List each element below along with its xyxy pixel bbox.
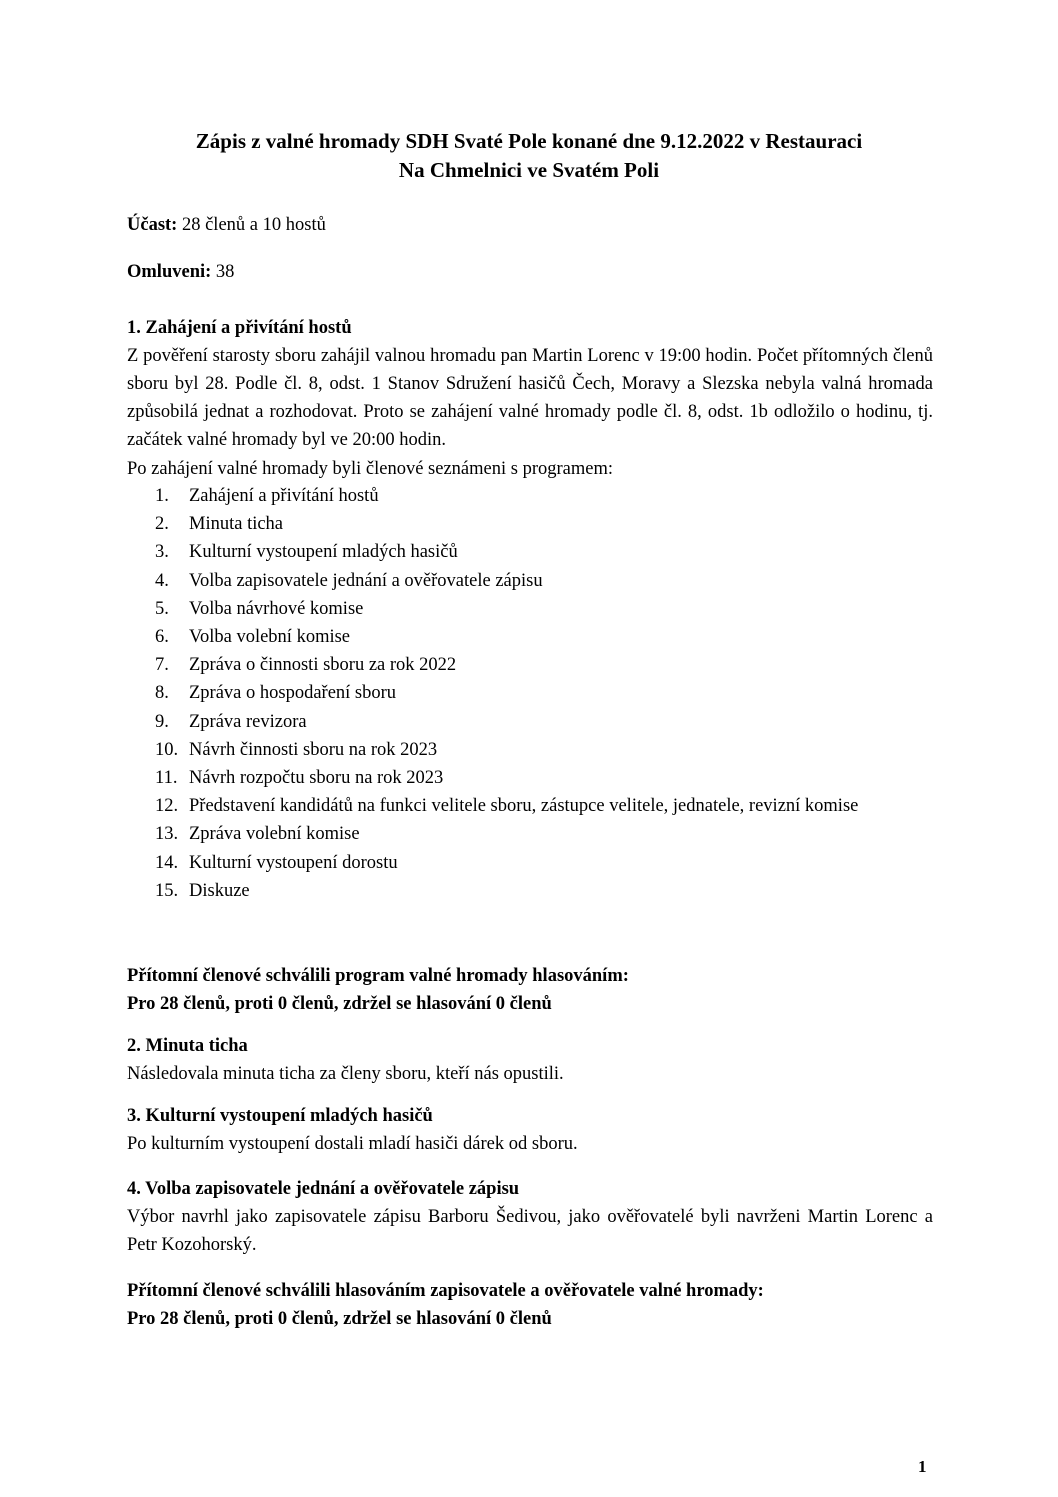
list-item-number: 4. [155,570,169,591]
list-item-number: 11. [155,768,178,789]
list-item [155,651,933,679]
list-item-text: Minuta ticha [189,514,284,535]
list-item-number: 6. [155,627,169,648]
list-item-number: 3. [155,542,169,563]
list-item-text: Návrh činnosti sboru na rok 2023 [189,739,438,760]
list-item-number: 13. [155,824,179,845]
list-item-text: Představení kandidátů na funkci velitele sboru, zástupce velitele, jednatele, revizní komise [189,796,859,817]
list-item-text: Volba zapisovatele jednání a ověřovatele zápisu [189,570,543,591]
title-line-2: Na Chmelnici ve Svatém Poli [398,158,660,182]
list-item-text: Zahájení a přivítání hostů [189,486,379,506]
list-item-text: Kulturní vystoupení dorostu [189,852,398,873]
attendance-label: Účast: [127,215,178,235]
list-item [155,764,933,792]
section-1 [127,314,933,454]
list-item-number: 10. [155,739,179,760]
section-4 [127,1175,933,1259]
section-3 [127,1102,933,1158]
list-item [155,736,933,764]
list-item-text: Zpráva o činnosti sboru za rok 2022 [189,655,457,676]
list-item-number: 12. [155,796,179,817]
list-item-number: 15. [155,880,179,901]
list-item-number: 5. [155,598,169,619]
vote-result-1 [127,962,933,1018]
list-item [155,538,933,566]
list-item [155,792,933,820]
list-item-text: Zpráva o hospodaření sboru [189,683,397,704]
attendance-value: 28 členů a 10 hostů [177,215,326,235]
vote-1-statement: Přítomní členové schválili program valné hromady hlasováním: [127,966,629,986]
list-item-number: 14. [155,852,179,873]
list-item-text: Návrh rozpočtu sboru na rok 2023 [189,768,444,789]
vote-2-statement: Přítomní členové schválili hlasováním zapisovatele a ověřovatele valné hromady: [127,1281,764,1301]
list-item [155,567,933,595]
list-item-number: 7. [155,655,169,676]
list-item-number: 2. [155,514,169,535]
list-item [155,849,933,877]
vote-2-count: Pro 28 členů, proti 0 členů, zdržel se hlasování 0 členů [127,1309,552,1329]
program-list [155,482,933,905]
list-item-number: 8. [155,683,169,704]
section-3-heading: 3. Kulturní vystoupení mladých hasičů [127,1106,433,1126]
section-4-heading: 4. Volba zapisovatele jednání a ověřovatele zápisu [127,1179,520,1199]
list-item-number: 1. [155,486,169,506]
section-2 [127,1032,933,1088]
attendance-line [127,211,933,239]
list-item-text: Volba návrhové komise [189,598,364,619]
excused-label: Omluveni: [127,262,212,282]
list-item [155,877,933,905]
section-2-heading: 2. Minuta ticha [127,1036,248,1056]
excused-value: 38 [211,262,235,282]
list-item-number: 9. [155,711,169,732]
list-item-text: Volba volební komise [189,627,351,648]
list-item-text: Diskuze [189,880,250,901]
section-1-text: Z pověření starosty sboru zahájil valnou hromadu pan Martin Lorenc v 19:00 hodin. Počet přítomných členů sboru byl 28. Podle čl. 8, odst. 1 Stanov Sdružení hasičů Čech, Moravy a Slezska nebyla valná hromada způsobilá jednat a rozhodovat. Proto se zahájení valné hromady podle čl. 8, odst. 1b odložilo o hodinu, tj. začátek valné hromady byl ve 20:00 hodin. [127,346,933,450]
document-title [100,127,958,185]
section-3-text: Po kulturním vystoupení dostali mladí hasiči dárek od sboru. [127,1134,578,1154]
section-1-heading: 1. Zahájení a přivítání hostů [127,318,352,338]
excused-line [127,258,933,286]
list-item [155,623,933,651]
title-line-1: Zápis z valné hromady SDH Svaté Pole konané dne 9.12.2022 v Restauraci [195,129,863,153]
list-item-text: Zpráva volební komise [189,824,360,845]
vote-result-2 [127,1277,933,1333]
program-intro: Po zahájení valné hromady byli členové seznámeni s programem: [127,459,613,479]
list-item [155,510,933,538]
list-item [155,820,933,848]
list-item [155,679,933,707]
page-number: 1 [918,1457,927,1476]
list-item-text: Zpráva revizora [189,711,307,732]
vote-1-count: Pro 28 členů, proti 0 členů, zdržel se hlasování 0 členů [127,994,552,1014]
list-item [155,708,933,736]
list-item-text: Kulturní vystoupení mladých hasičů [189,542,458,563]
section-4-text: Výbor navrhl jako zapisovatele zápisu Barboru Šedivou, jako ověřovatelé byli navrženi Martin Lorenc a Petr Kozohorský. [127,1207,933,1255]
section-2-text: Následovala minuta ticha za členy sboru, kteří nás opustili. [127,1064,564,1084]
list-item [155,482,933,510]
list-item [155,595,933,623]
